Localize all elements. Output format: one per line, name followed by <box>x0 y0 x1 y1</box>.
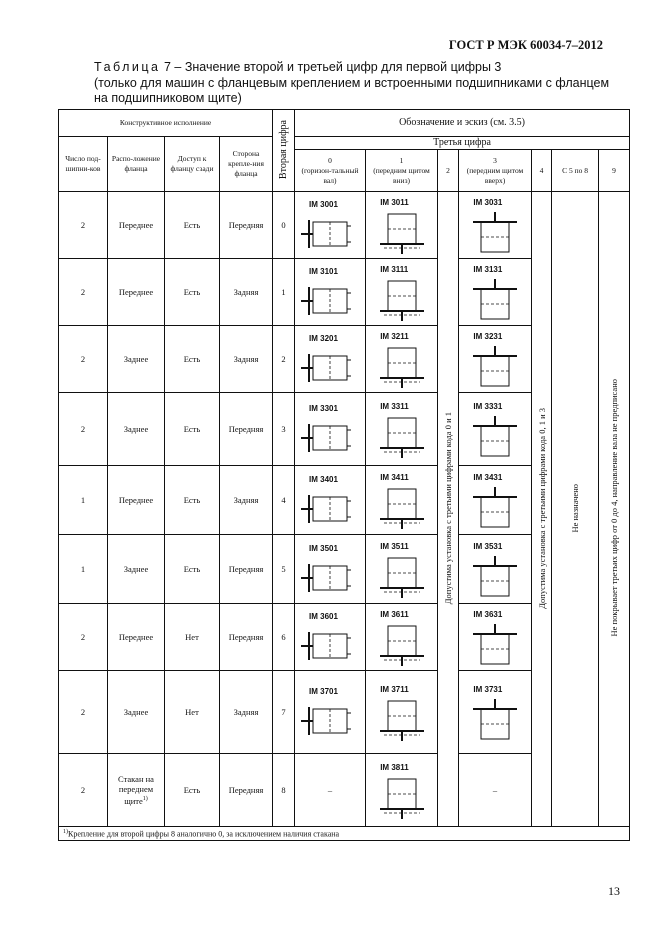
designation-label: IM 3611 <box>380 609 409 619</box>
caption-line-2: (только для машин с фланцевым креплением и встроенными подшипниками с фланцем <box>94 75 610 90</box>
sketch-cell <box>366 535 438 604</box>
access-cell: Есть <box>165 754 220 827</box>
sketch-cell <box>459 326 532 393</box>
table-caption <box>94 60 614 107</box>
sketch-cell <box>459 535 532 604</box>
caption-label: Таблица <box>94 60 161 74</box>
digit-0-header: 0 (горизон-тальный вал) <box>295 150 366 192</box>
designation-label: IM 3811 <box>380 762 409 772</box>
bearings-cell: 2 <box>59 192 108 259</box>
designation-label: IM 3701 <box>309 686 338 696</box>
document-header: ГОСТ Р МЭК 60034-7–2012 <box>448 38 603 52</box>
digit-cell: 4 <box>273 466 295 535</box>
digit-cell: 7 <box>273 671 295 754</box>
horizontal-motor-sketch <box>299 487 361 529</box>
side-cell: Передняя <box>220 535 273 604</box>
shaft-up-motor-sketch <box>471 554 519 600</box>
sketch-cell <box>366 326 438 393</box>
sketch-cell <box>295 535 366 604</box>
shaft-down-motor-sketch <box>378 485 426 531</box>
bearings-cell: 2 <box>59 604 108 671</box>
designation-label: IM 3301 <box>309 403 338 413</box>
sketch-cell <box>459 192 532 259</box>
digit-3-header: 3 (передним щитом вверх) <box>459 150 532 192</box>
bearings-cell: 1 <box>59 466 108 535</box>
designation-label: IM 3111 <box>380 264 409 274</box>
note-column-4: Допустима установка с третьими цифрами кода 0, 1 и 3 <box>532 192 552 827</box>
sketch-cell <box>295 604 366 671</box>
sketch-cell <box>295 326 366 393</box>
horizontal-motor-sketch <box>299 624 361 666</box>
sketch-cell <box>366 754 438 827</box>
horizontal-motor-sketch <box>299 346 361 388</box>
location-cell: Заднее <box>108 535 165 604</box>
designation-label: IM 3001 <box>309 199 338 209</box>
digit-cell: 0 <box>273 192 295 259</box>
designation-label: IM 3231 <box>473 331 503 341</box>
designation-label: IM 3311 <box>380 401 409 411</box>
side-cell: Задняя <box>220 326 273 393</box>
page-number: 13 <box>608 884 620 898</box>
side-cell: Передняя <box>220 192 273 259</box>
designation-label: IM 3511 <box>380 541 409 551</box>
side-cell: Задняя <box>220 671 273 754</box>
designation-label: IM 3101 <box>309 266 338 276</box>
access-cell: Есть <box>165 259 220 326</box>
location-cell: Заднее <box>108 393 165 466</box>
access-cell: Есть <box>165 535 220 604</box>
shaft-down-motor-sketch <box>378 554 426 600</box>
location-cell: Переднее <box>108 192 165 259</box>
sketch-cell <box>366 604 438 671</box>
shaft-up-motor-sketch <box>471 697 519 743</box>
digit-cell: 1 <box>273 259 295 326</box>
sketch-cell <box>295 466 366 535</box>
shaft-down-motor-sketch <box>378 210 426 256</box>
location-cell: Переднее <box>108 466 165 535</box>
designation-label: IM 3711 <box>380 684 409 694</box>
sketch-cell <box>295 393 366 466</box>
sketch-cell <box>366 393 438 466</box>
designation-label: IM 3431 <box>473 472 503 482</box>
shaft-down-motor-sketch <box>378 344 426 390</box>
sketch-cell <box>459 393 532 466</box>
constructive-header: Конструктивное исполнение <box>59 110 273 137</box>
note-column-2: Допустима установка с третьими цифрами кода 0 и 1 <box>438 192 459 827</box>
caption-title: 7 – Значение второй и третьей цифр для первой цифры 3 <box>160 60 502 74</box>
note-column-5-8: Не назначено <box>552 192 599 827</box>
digit-9-header: 9 <box>599 150 630 192</box>
shaft-up-motor-sketch <box>471 622 519 668</box>
designation-label: IM 3011 <box>380 197 409 207</box>
shaft-down-motor-sketch <box>378 622 426 668</box>
bearings-cell: 1 <box>59 535 108 604</box>
designation-label: IM 3031 <box>473 197 503 207</box>
sketch-cell-empty: – <box>295 754 366 827</box>
designation-label: IM 3411 <box>380 472 409 482</box>
location-cell: Переднее <box>108 604 165 671</box>
bearings-header: Число под-шипни-ков <box>59 137 108 192</box>
side-cell: Задняя <box>220 466 273 535</box>
designation-label: IM 3601 <box>309 611 338 621</box>
access-cell: Нет <box>165 671 220 754</box>
sketch-cell <box>295 192 366 259</box>
digit-5-8-header: С 5 по 8 <box>552 150 599 192</box>
shaft-up-motor-sketch <box>471 485 519 531</box>
footnote: $^{1)}$Крепление для второй цифры 8 аналогично 0, за исключением наличия стакана <box>59 827 630 841</box>
shaft-down-motor-sketch <box>378 697 426 743</box>
location-header: Распо-ложение фланца <box>108 137 165 192</box>
designation-header: Обозначение и эскиз (см. 3.5) <box>295 110 630 137</box>
location-cell: Переднее <box>108 259 165 326</box>
table-row <box>59 192 630 259</box>
side-cell: Передняя <box>220 754 273 827</box>
mounting-table <box>58 109 630 841</box>
digit-cell: 8 <box>273 754 295 827</box>
sketch-cell <box>366 192 438 259</box>
sketch-cell <box>295 671 366 754</box>
designation-label: IM 3501 <box>309 543 338 553</box>
designation-label: IM 3631 <box>473 609 503 619</box>
third-digit-header: Третья цифра <box>295 137 630 150</box>
shaft-up-motor-sketch <box>471 344 519 390</box>
shaft-up-motor-sketch <box>471 414 519 460</box>
shaft-down-motor-sketch <box>378 414 426 460</box>
caption-line-3: на подшипниковом щите) <box>94 91 242 105</box>
second-digit-header: Вторая цифра <box>273 110 295 192</box>
access-header: Доступ к фланцу сзади <box>165 137 220 192</box>
bearings-cell: 2 <box>59 671 108 754</box>
access-cell: Есть <box>165 326 220 393</box>
horizontal-motor-sketch <box>299 416 361 458</box>
access-cell: Нет <box>165 604 220 671</box>
digit-cell: 2 <box>273 326 295 393</box>
designation-label: IM 3331 <box>473 401 503 411</box>
access-cell: Есть <box>165 192 220 259</box>
designation-label: IM 3211 <box>380 331 409 341</box>
horizontal-motor-sketch <box>299 279 361 321</box>
shaft-down-motor-sketch <box>378 775 426 821</box>
sketch-cell <box>366 259 438 326</box>
designation-label: IM 3731 <box>473 684 503 694</box>
side-cell: Передняя <box>220 393 273 466</box>
sketch-cell-empty: – <box>459 754 532 827</box>
shaft-up-motor-sketch <box>471 277 519 323</box>
shaft-up-motor-sketch <box>471 210 519 256</box>
side-cell: Задняя <box>220 259 273 326</box>
access-cell: Есть <box>165 393 220 466</box>
horizontal-motor-sketch <box>299 556 361 598</box>
bearings-cell: 2 <box>59 259 108 326</box>
sketch-cell <box>295 259 366 326</box>
side-cell: Передняя <box>220 604 273 671</box>
side-header: Сторона крепле-ния фланца <box>220 137 273 192</box>
digit-4-header: 4 <box>532 150 552 192</box>
location-cell: Заднее <box>108 326 165 393</box>
designation-label: IM 3201 <box>309 333 338 343</box>
shaft-down-motor-sketch <box>378 277 426 323</box>
digit-2-header: 2 <box>438 150 459 192</box>
digit-cell: 3 <box>273 393 295 466</box>
location-cell: Заднее <box>108 671 165 754</box>
digit-cell: 6 <box>273 604 295 671</box>
horizontal-motor-sketch <box>299 212 361 254</box>
digit-1-header: 1 (передним щитом вниз) <box>366 150 438 192</box>
sketch-cell <box>459 671 532 754</box>
designation-label: IM 3131 <box>473 264 503 274</box>
footnote-row <box>59 827 630 841</box>
bearings-cell: 2 <box>59 754 108 827</box>
note-column-9: Не покрывает третьих цифр от 0 до 4, направление вала не предписано <box>599 192 630 827</box>
designation-label: IM 3531 <box>473 541 503 551</box>
sketch-cell <box>459 466 532 535</box>
sketch-cell <box>459 604 532 671</box>
sketch-cell <box>459 259 532 326</box>
location-cell: Стакан на переднем щите$^{1)}$ <box>108 754 165 827</box>
sketch-cell <box>366 671 438 754</box>
horizontal-motor-sketch <box>299 699 361 741</box>
bearings-cell: 2 <box>59 393 108 466</box>
bearings-cell: 2 <box>59 326 108 393</box>
access-cell: Есть <box>165 466 220 535</box>
digit-cell: 5 <box>273 535 295 604</box>
designation-label: IM 3401 <box>309 474 338 484</box>
sketch-cell <box>366 466 438 535</box>
